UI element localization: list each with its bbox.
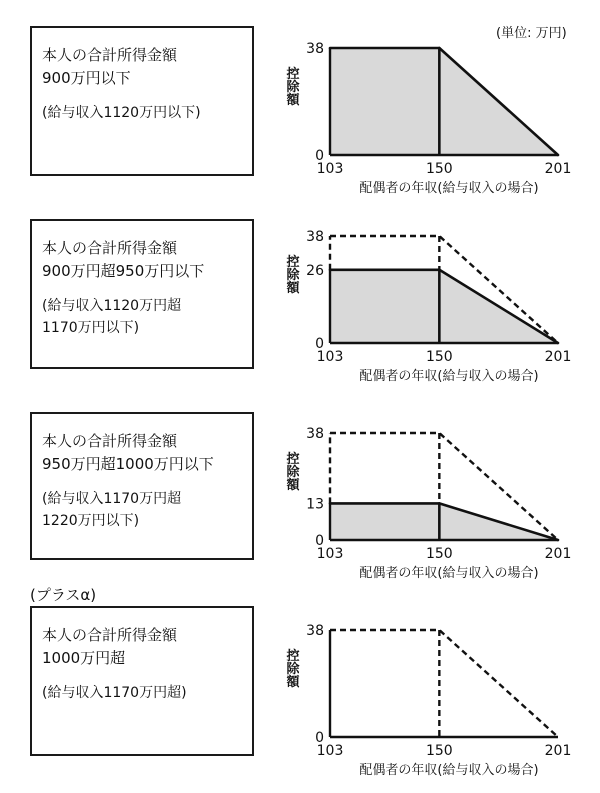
plus-alpha-label: (プラスα) [30,586,97,604]
y-tick-label: 0 [315,148,324,164]
condition-text: 900万円以下 [42,69,131,87]
x-tick-label: 103 [316,349,344,365]
x-tick-label: 150 [425,349,453,365]
y-axis-label: 控除額 [283,648,299,688]
x-tick-label: 201 [544,546,572,562]
y-tick-label: 26 [306,262,324,279]
x-tick-label: 150 [425,546,453,562]
condition-note-text: (給与収入1170万円超 [42,491,182,507]
x-tick-label: 103 [316,546,344,562]
y-tick-label: 38 [306,623,324,639]
condition-note-text: 1220万円以下) [42,513,140,529]
deduction-chart [0,0,600,196]
y-tick-label: 0 [315,336,324,352]
y-axis-label: 控除額 [283,66,299,106]
y-axis-label: 控除額 [283,254,299,294]
condition-text: 本人の合計所得金額 [42,626,178,644]
condition-text: 本人の合計所得金額 [42,432,178,450]
x-axis-label: 配偶者の年収(給与収入の場合) [359,763,539,778]
x-tick-label: 150 [425,161,453,177]
condition-note-text: 1170万円以下) [42,320,140,336]
deduction-area [330,48,558,155]
condition-note-text: (給与収入1120万円超 [42,298,182,314]
x-axis-label: 配偶者の年収(給与収入の場合) [359,369,539,384]
x-tick-label: 103 [316,161,344,177]
condition-text: 本人の合計所得金額 [42,46,178,64]
y-tick-label: 38 [306,426,324,442]
x-tick-label: 201 [544,349,572,365]
x-tick-label: 201 [544,743,572,759]
x-tick-label: 103 [316,743,344,759]
deduction-area [330,270,558,343]
condition-note-text: (給与収入1170万円超) [42,685,187,701]
deduction-chart [0,582,600,778]
y-tick-label: 13 [306,496,324,513]
condition-text: 1000万円超 [42,649,126,667]
condition-note-text: (給与収入1120万円以下) [42,105,201,121]
deduction-chart [0,385,600,581]
x-tick-label: 201 [544,161,572,177]
y-tick-label: 0 [315,730,324,746]
y-tick-label: 0 [315,533,324,549]
y-axis-label: 控除額 [283,451,299,491]
y-tick-label: 38 [306,41,324,57]
unit-label: (単位: 万円) [496,26,567,41]
y-tick-label: 38 [306,229,324,245]
x-axis-label: 配偶者の年収(給与収入の場合) [359,566,539,581]
condition-text: 900万円超950万円以下 [42,262,205,280]
deduction-chart [0,188,600,384]
reference-dashed-outline [330,630,558,737]
condition-text: 950万円超1000万円以下 [42,455,214,473]
x-tick-label: 150 [425,743,453,759]
condition-text: 本人の合計所得金額 [42,239,178,257]
x-axis-label: 配偶者の年収(給与収入の場合) [359,181,539,196]
